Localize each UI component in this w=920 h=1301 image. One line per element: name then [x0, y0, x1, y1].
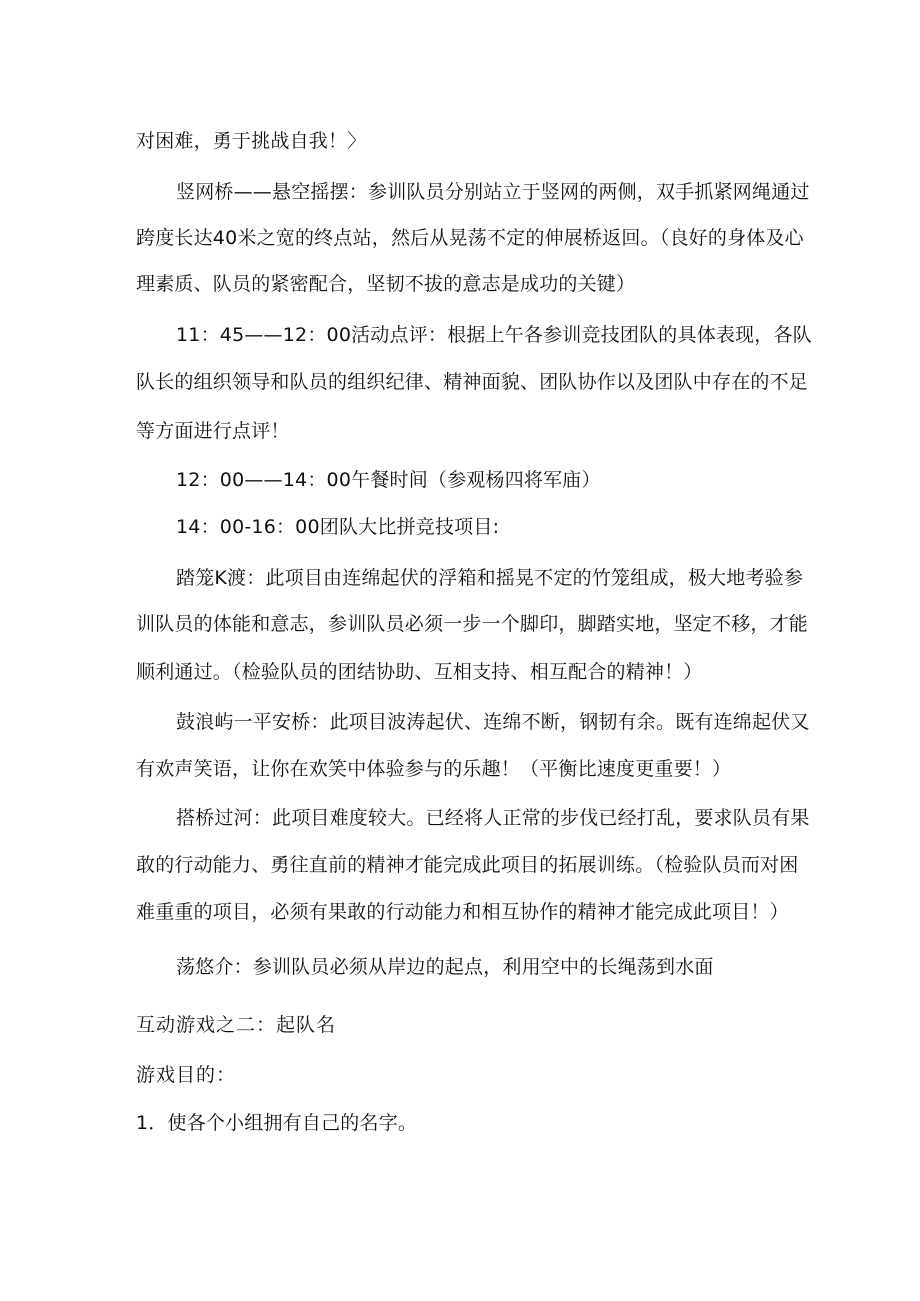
subsection-heading: 游戏目的： — [136, 1064, 237, 1086]
text-line: 队长的组织领导和队员的组织纪律、精神面貌、团队协作以及团队中存在的不足 — [136, 371, 809, 393]
text-line: 踏笼K渡：此项目由连绵起伏的浮箱和摇晃不定的竹笼组成，极大地考验参 — [176, 567, 804, 589]
section-heading: 互动游戏之二：起队名 — [136, 1014, 337, 1036]
text-line: 鼓浪屿一平安桥：此项目波涛起伏、连绵不断，钢韧有余。既有连绵起伏又 — [176, 711, 810, 733]
text-line: 竖网桥——悬空摇摆：参训队员分别站立于竖网的两侧，双手抓紧网绳通过 — [176, 181, 810, 203]
text-line: 有欢声笑语，让你在欢笑中体验参与的乐趣！（平衡比速度更重要！） — [136, 758, 732, 780]
text-line: 11：45——12：00活动点评：根据上午各参训竞技团队的具体表现，各队 — [176, 324, 812, 346]
text-line: 14：00-16：00团队大比拼竞技项目: — [176, 516, 500, 538]
text-line: 等方面进行点评！ — [136, 420, 290, 442]
text-line: 理素质、队员的紧密配合，坚韧不拔的意志是成功的关键） — [136, 273, 636, 295]
text-line: 敢的行动能力、勇往直前的精神才能完成此项目的拓展训练。（检验队员而对困 — [136, 854, 799, 876]
text-line: 搭桥过河：此项目难度较大。已经将人正常的步伐已经打乱，要求队员有果 — [176, 807, 810, 829]
text-line: 12：00——14：00午餐时间（参观杨四将军庙） — [176, 469, 601, 491]
text-line: 跨度长达40米之宽的终点站，然后从晃荡不定的伸展桥返回。（良好的身体及心 — [136, 227, 804, 249]
list-item: 1．使各个小组拥有自己的名字。 — [136, 1112, 418, 1134]
text-line: 对困难，勇于挑战自我！〉 — [136, 130, 367, 152]
text-line: 难重重的项目，必须有果敢的行动能力和相互协作的精神才能完成此项目！） — [136, 901, 789, 923]
text-line: 荡悠介：参训队员必须从岸边的起点，利用空中的长绳荡到水面 — [176, 956, 714, 978]
text-line: 训队员的体能和意志，参训队员必须一步一个脚印，脚踏实地，坚定不移，才能 — [136, 613, 809, 635]
text-line: 顺利通过。（检验队员的团结协助、互相支持、相互配合的精神！） — [136, 661, 703, 683]
